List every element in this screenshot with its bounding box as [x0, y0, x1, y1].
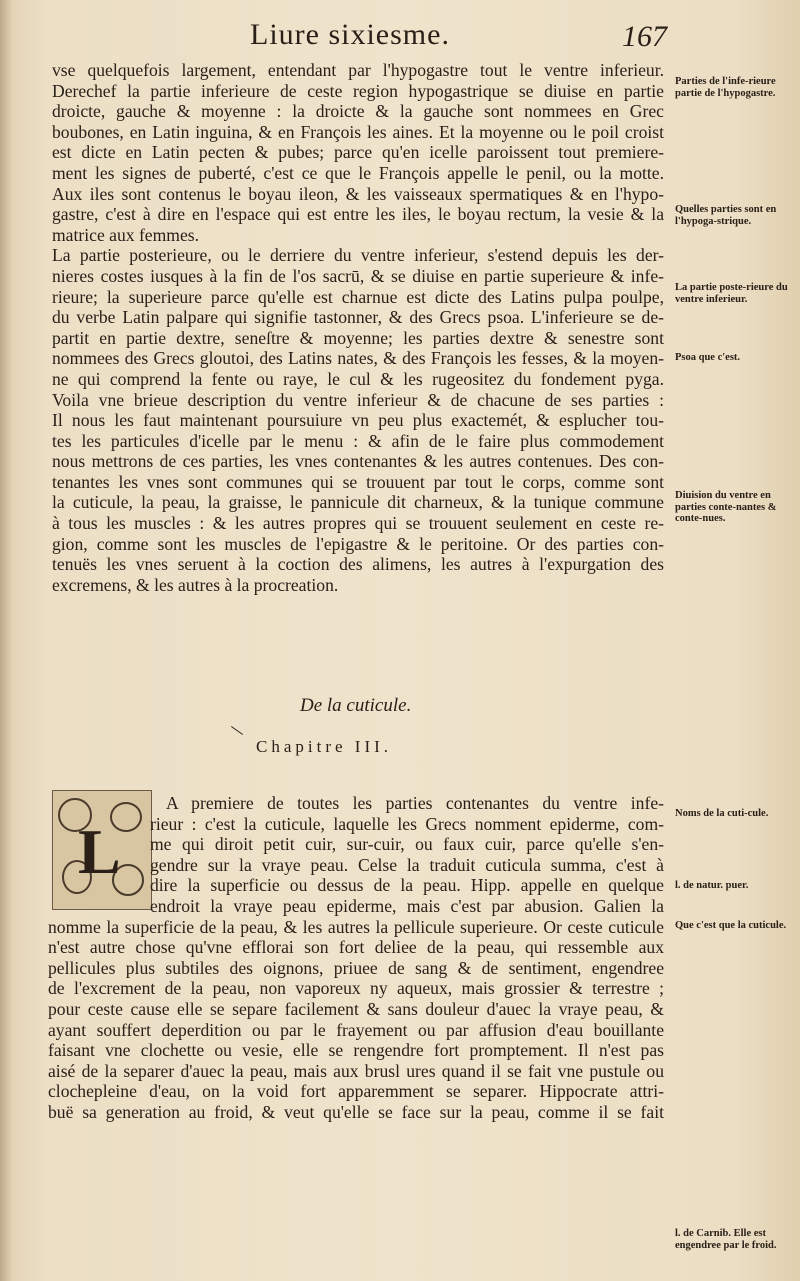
- text-line: tenantes les vnes sont communes qui se trouuent par tout le corps, comme sont: [52, 471, 664, 492]
- text-line: gastre, c'est à dire en l'espace qui est entre les iles, le boyau rectum, la vesie & la: [52, 204, 664, 225]
- text-line: ment les signes de puberté, c'est ce que le François appelle le penil, ou la motte.: [52, 162, 664, 183]
- margin-note: l. de natur. puer.: [675, 880, 749, 891]
- margin-note: La partie poste-rieure du ventre inferieur.: [675, 282, 788, 305]
- margin-note: Noms de la cuti-cule.: [675, 808, 769, 819]
- text-line: aisé de la separer d'auec la peau, mais aux brusl ures quand il se fait vne pustule ou: [48, 1060, 664, 1081]
- text-line: rieure; la superieure parce qu'elle est charnue est dicte des Latins pulpa poulpe,: [52, 286, 664, 307]
- text-line: de l'excrement de la peau, non vaporeux ny aqueux, mais grossier & terrestre ;: [48, 978, 664, 999]
- text-line: nomme la superficie de la peau, & les autres la pellicule superieure. Or ceste cuticule: [48, 916, 664, 937]
- text-line: nommees des Grecs gloutoi, des Latins nates, & des François les fesses, & la moyen-: [52, 348, 664, 369]
- text-line: partit en partie dextre, seneſtre & moyenne; les parties dextre & senestre sont: [52, 327, 664, 348]
- text-line: ne qui comprend la fente ou raye, le cul & les rugeositez du fondement pyga.: [52, 368, 664, 389]
- text-line: La partie posterieure, ou le derriere du ventre inferieur, s'estend depuis les der-: [52, 245, 664, 266]
- paragraph-block-cuticule: [48, 793, 664, 1123]
- text-line: dire la superficie ou dessus de la peau. Hipp. appelle en quelque: [150, 875, 664, 896]
- page-gutter: [0, 0, 12, 1281]
- text-line: gion, comme sont les muscles de l'epigastre & le peritoine. Or des parties con-: [52, 533, 664, 554]
- text-line: A premiere de toutes les parties contenantes du ventre infe-: [166, 793, 664, 813]
- text-line: vse quelquefois largement, entendant par l'hypogastre tout le ventre inferieur.: [52, 60, 664, 80]
- text-line: pour ceste cause elle se separe facilement & sans douleur d'auec la vraye peau, &: [48, 998, 664, 1019]
- text-line: ayant souffert deperdition ou par le frayement ou par affusion d'eau bouillante: [48, 1019, 664, 1040]
- text-line: rieur : c'est la cuticule, laquelle les Grecs nomment epiderme, com-: [150, 813, 664, 834]
- margin-note: Quelles parties sont en l'hypoga-strique.: [675, 204, 777, 227]
- chapter-heading: Chapitre III.: [256, 737, 393, 756]
- text-line: nieres costes iusques à la fin de l'os sacrū, & se diuise en partie superieure & infe-: [52, 265, 664, 286]
- text-line: excremens, & les autres à la procreation.: [52, 574, 339, 595]
- text-line: tenuës les vnes seruent à la coction des alimens, les autres à l'expurgation des: [52, 554, 664, 575]
- text-line: matrice aux femmes.: [52, 224, 200, 245]
- text-line: droicte, gauche & moyenne : la droicte & la gauche sont nommees en Grec: [52, 101, 664, 122]
- text-line: me qui diroit petit cuir, sur-cuir, ou faux cuir, parce qu'elle s'en-: [150, 834, 664, 855]
- text-line: buë sa generation au froid, & veut qu'elle se face sur la peau, comme il se fait: [48, 1101, 664, 1122]
- page-number: 167: [622, 20, 667, 53]
- margin-note: Psoa que c'est.: [675, 352, 741, 363]
- margin-note: Diuision du ventre en parties conte-nantes & conte-nues.: [675, 490, 777, 524]
- text-line: Aux iles sont contenus le boyau ileon, & les vaisseaux spermatiques & en l'hypo-: [52, 183, 664, 204]
- text-line: tes les particules d'icelle par le menu : & afin de le faire plus commodement: [52, 430, 664, 451]
- text-line: la cuticule, la peau, la graisse, le pannicule dit charneux, & la tunique commune: [52, 492, 664, 513]
- text-line: Derechef la partie inferieure de ceste region hypogastrique se diuise en partie: [52, 80, 664, 101]
- text-line: clochepleine d'eau, on la void fort apparemment se separer. Hippocrate attri-: [48, 1081, 664, 1102]
- margin-note: Que c'est que la cuticule.: [675, 920, 787, 931]
- paragraph-block-hypogastre: [52, 60, 664, 595]
- text-line: Voila vne brieue description du ventre inferieur & de chacune de ses parties :: [52, 389, 664, 410]
- text-line: du verbe Latin palpare qui signifie tastonner, & des Grecs psoa. L'inferieure se de-: [52, 307, 664, 328]
- text-line: n'est autre chose qu'vne efflorai son fort deliee de la peau, qui ressemble aux: [48, 937, 664, 958]
- text-line: endroit la vraye peau epiderme, mais c'est par abusion. Galien la: [150, 895, 664, 916]
- text-line: est dicte en Latin pecten & pubes; parce qu'en icelle paroissent tout premiere-: [52, 142, 664, 163]
- margin-note: l. de Carnib. Elle est engendree par le froid.: [675, 1228, 777, 1251]
- text-line: pellicules plus subtiles des oignons, priuee de sang & de sentiment, engendree: [48, 957, 664, 978]
- text-line: nous mettrons de ces parties, les vnes contenantes & les autres contenues. Des con-: [52, 451, 664, 472]
- section-heading: De la cuticule.: [300, 695, 412, 716]
- text-line: boubones, en Latin inguina, & en François les aines. Et la moyenne ou le poil croist: [52, 121, 664, 142]
- text-line: gendre sur la vraye peau. Celse la traduit cuticula summa, c'est à: [150, 854, 664, 875]
- running-head: Liure sixiesme.: [250, 18, 450, 51]
- text-line: faisant vne clochette ou vesie, elle se rengendre fort promptement. Il n'est pas: [48, 1040, 664, 1061]
- text-line: Il nous les faut maintenant poursuiure vn peu plus exactemét, & esplucher tou-: [52, 410, 664, 431]
- margin-note: Parties de l'infe-rieure partie de l'hypogastre.: [675, 76, 776, 99]
- dropcap-letter: L: [78, 816, 121, 887]
- text-line: à tous les muscles : & les autres propres qui se trouuent seulement en ceste re-: [52, 513, 664, 534]
